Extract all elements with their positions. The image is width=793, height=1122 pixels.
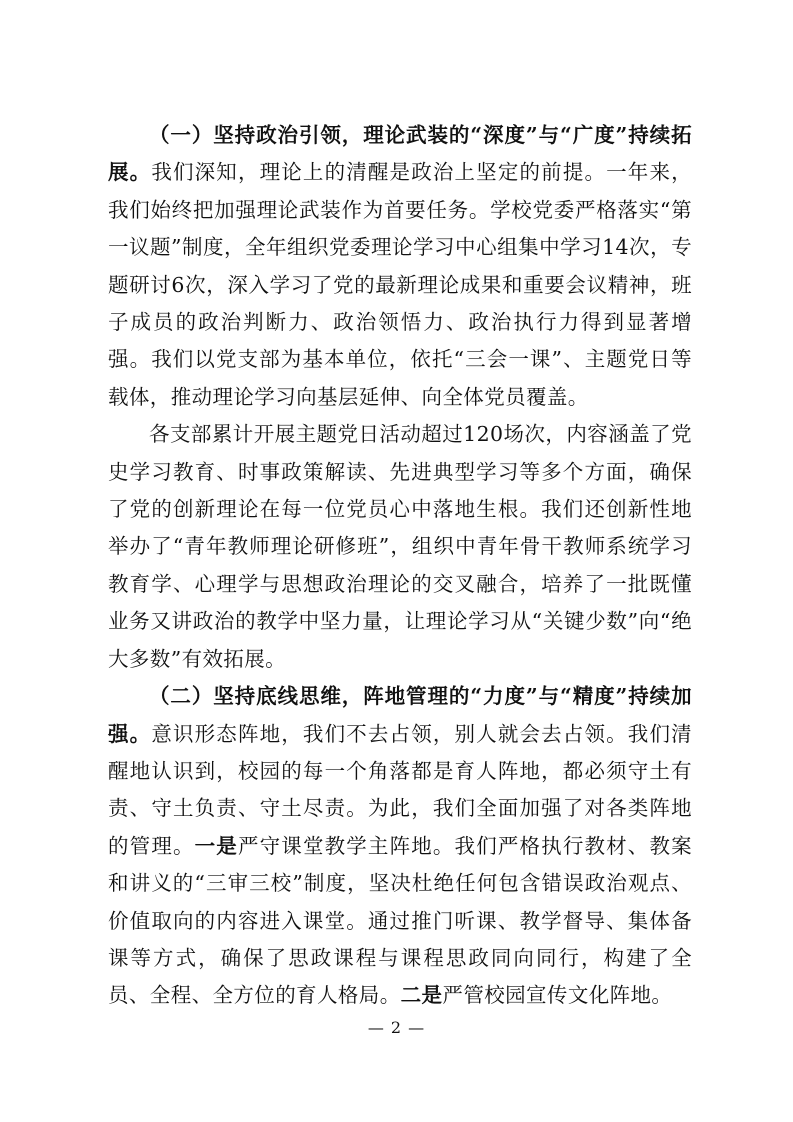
document-body [108,117,692,1015]
paragraph-text: 严管校园宣传文化阵地。 [442,983,673,1008]
paragraph-text: 意识形态阵地，我们不去占领，别人就会去占领。我们清醒地认识到，校园的每一个角落都是育人阵地，都必须守土有责、守土负责、守土尽责。为此，我们全面加强了对各类阵地的管理。 [108,721,692,858]
paragraph-heading: （一）坚持政治引领，理论武装的“深度”与“广度”持续拓展。 [108,123,692,185]
page-number: — 2 — [367,1018,426,1037]
paragraph-positions [108,678,692,1015]
paragraph-text: 各支部累计开展主题党日活动超过120场次，内容涵盖了党史学习教育、时事政策解读、先进典型学习等多个方面，确保了党的创新理论在每一位党员心中落地生根。我们还创新性地举办了“青年教师理论研修班”，组织中青年骨干教师系统学习教育学、心理学与思想政治理论的交叉融合，培养了一批既懂业务又讲政治的教学中坚力量，让理论学习从“关键少数”向“绝大多数”有效拓展。 [108,422,692,671]
paragraph-text: 我们深知，理论上的清醒是政治上坚定的前提。一年来，我们始终把加强理论武装作为首要任务。学校党委严格落实“第一议题”制度，全年组织党委理论学习中心组集中学习14次，专题研讨6次，深入学习了党的最新理论成果和重要会议精神，班子成员的政治判断力、政治领悟力、政治执行力得到显著增强。我们以党支部为基本单位，依托“三会一课”、主题党日等载体，推动理论学习向基层延伸、向全体党员覆盖。 [108,160,692,409]
paragraph-heading: （二）坚持底线思维，阵地管理的“力度”与“精度”持续加强。 [108,684,692,746]
enumeration-marker: 一是 [194,833,238,858]
paragraph-text: 严守课堂教学主阵地。我们严格执行教材、教案和讲义的“三审三校”制度，坚决杜绝任何包含错误政治观点、价值取向的内容进入课堂。通过推门听课、教学督导、集体备课等方式，确保了思政课程与课程思政同向同行，构建了全员、全程、全方位的育人格局。 [108,833,692,1008]
paragraph-branch-activities [108,416,692,678]
enumeration-marker: 二是 [400,983,443,1008]
paragraph-theory [108,117,692,416]
